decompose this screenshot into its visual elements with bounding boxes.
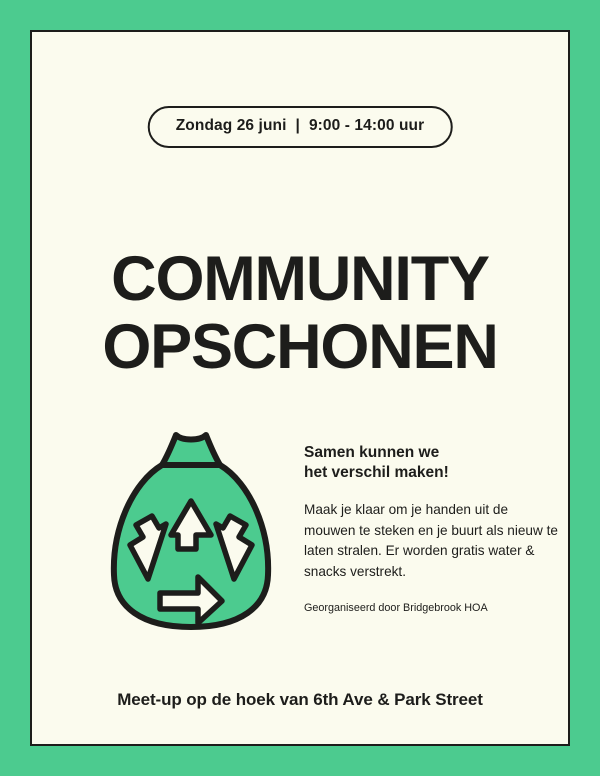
date-time-pill [148,106,453,148]
location-footer: Meet-up op de hoek van 6th Ave & Park Street [117,690,483,709]
trash-bag-with-recycle-symbol-icon [102,417,282,645]
title-line-1: COMMUNITY [111,244,489,315]
copy-block [304,417,562,616]
subheading-line-2: het verschil maken! [304,464,449,482]
event-date: Zondag 26 juni [175,117,287,134]
page-title [32,244,568,382]
subheading [304,443,562,484]
body-paragraph: Maak je klaar om je handen uit de mouwen te steken en je buurt als nieuw te laten stralen. Er worden gratis water & snacks verstrekt. [304,501,558,579]
organiser-credit: Georganiseerd door Bridgebrook HOA [304,601,488,614]
content-row [102,417,562,645]
poster-card [30,30,570,746]
title-line-2: OPSCHONEN [102,311,498,382]
pill-separator: | [295,117,300,134]
subheading-line-1: Samen kunnen we [304,444,440,461]
event-time: 9:00 - 14:00 uur [308,117,425,134]
